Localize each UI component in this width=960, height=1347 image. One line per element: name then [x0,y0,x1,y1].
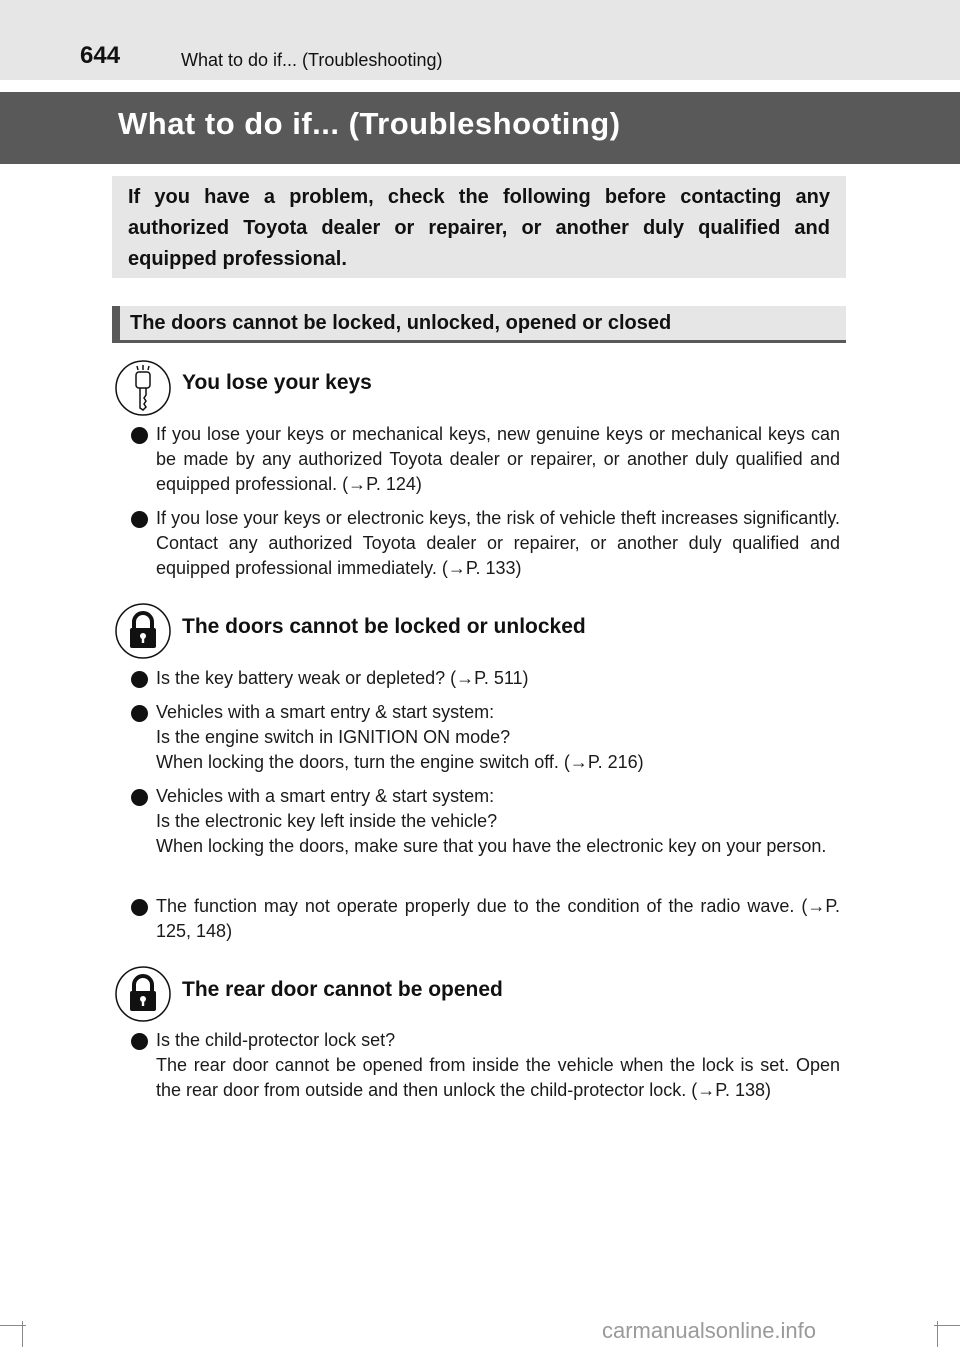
list-item: The function may not operate properly due to the condition of the radio wave. (→P. 125, 148) [156,896,840,941]
bullet-dot [131,427,148,444]
list-item: If you lose your keys or mechanical keys, new genuine keys or mechanical keys can be made by any authorized Toyota dealer or repairer, or another duly qualified and equipped professional. (→P. 124) [156,424,840,494]
bullet-dot [131,789,148,806]
list-item: Is the key battery weak or depleted? (→P. 511) [156,668,529,688]
watermark: carmanualsonline.info [602,1318,817,1343]
section-header [112,306,846,343]
list-item: Vehicles with a smart entry & start system: Is the electronic key left inside the vehicle? When locking the doors, make sure that you have the electronic key on your person. [156,786,827,856]
bullet-dot [131,705,148,722]
page-header [0,0,960,80]
crop-mark [937,1321,938,1347]
page-title: What to do if... (Troubleshooting) [118,106,621,141]
intro-text: If you have a problem, check the following before contacting any authorized Toyota dealer or repairer, or another duly qualified and equipped professional. [128,186,830,270]
running-head: What to do if... (Troubleshooting) [181,50,443,70]
bullet-dot [131,671,148,688]
section-bar [112,306,120,340]
list-item: Vehicles with a smart entry & start system: Is the engine switch in IGNITION ON mode? When locking the doors, turn the engine switch off. (→P. 216) [156,702,644,772]
subsection-title: The doors cannot be locked or unlocked [182,615,586,638]
bullet-dot [131,899,148,916]
crop-mark [22,1321,23,1347]
lock-icon [115,603,171,659]
bullet-dot [131,1033,148,1050]
key-icon [115,360,171,416]
intro-box [112,176,846,278]
section-title: The doors cannot be locked, unlocked, opened or closed [130,312,672,334]
bullet-dot [131,511,148,528]
lock-icon [115,966,171,1022]
list-item: Is the child-protector lock set? The rear door cannot be opened from inside the vehicle when the lock is set. Open the rear door from outside and then unlock the child-protector lock. (→P. 138) [156,1030,840,1100]
list-item: If you lose your keys or electronic keys, the risk of vehicle theft increases significantly. Contact any authorized Toyota dealer or repairer, or another duly qualified and equipped professional immediately. (→P. 133) [156,508,840,578]
subsection-title: You lose your keys [182,371,372,394]
page-number: 644 [80,42,121,69]
subsection-title: The rear door cannot be opened [182,978,503,1001]
